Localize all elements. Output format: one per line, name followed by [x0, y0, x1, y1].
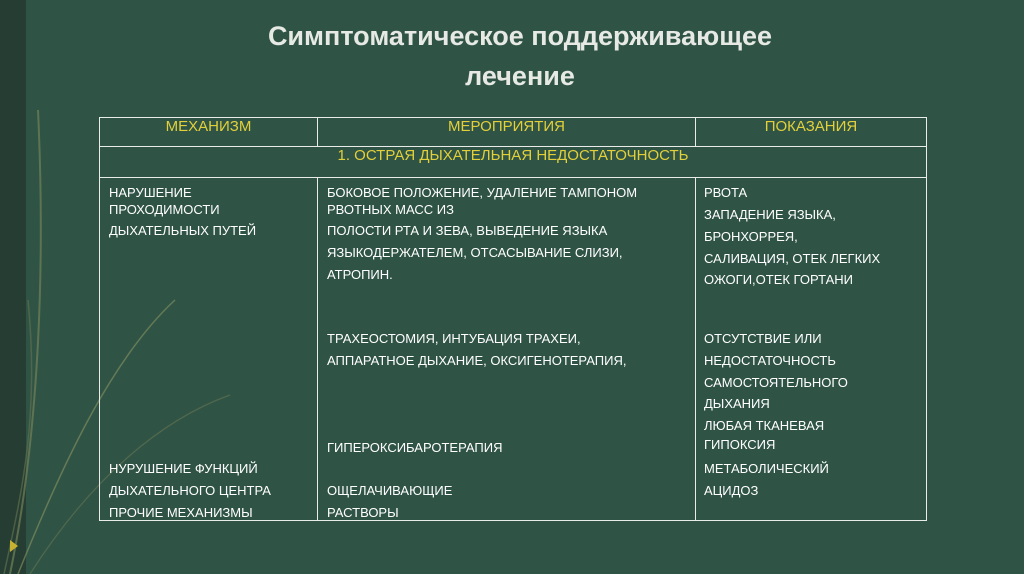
indications-line: САМОСТОЯТЕЛЬНОГО	[704, 375, 848, 390]
header-measures: МЕРОПРИЯТИЯ	[318, 118, 696, 147]
indications-line: АЦИДОЗ	[704, 483, 759, 498]
measures-line: АТРОПИН.	[327, 267, 393, 282]
indications-line: ГИПОКСИЯ	[704, 437, 776, 452]
section-title: 1. ОСТРАЯ ДЫХАТЕЛЬНАЯ НЕДОСТАТОЧНОСТЬ	[100, 147, 927, 178]
mechanism-line: НУРУШЕНИЕ ФУНКЦИЙ	[109, 461, 258, 476]
mechanism-line: ДЫХАТЕЛЬНОГО ЦЕНТРА	[109, 483, 271, 498]
measures-line: АППАРАТНОЕ ДЫХАНИЕ, ОКСИГЕНОТЕРАПИЯ,	[327, 353, 627, 368]
measures-line: БОКОВОЕ ПОЛОЖЕНИЕ, УДАЛЕНИЕ ТАМПОНОМ	[327, 185, 638, 200]
measures-line: ОЩЕЛАЧИВАЮЩИЕ	[327, 483, 453, 498]
measures-line: РАСТВОРЫ	[327, 505, 399, 520]
content-row	[100, 178, 927, 521]
indications-line: ОТСУТСТВИЕ ИЛИ	[704, 331, 822, 346]
treatment-table	[99, 117, 927, 521]
mechanism-line: ДЫХАТЕЛЬНЫХ ПУТЕЙ	[109, 223, 257, 238]
indications-line: ДЫХАНИЯ	[704, 396, 770, 411]
measures-line: ТРАХЕОСТОМИЯ, ИНТУБАЦИЯ ТРАХЕИ,	[327, 331, 581, 346]
indications-cell	[696, 178, 927, 521]
arrow-bullet-icon	[10, 540, 18, 552]
header-indications: ПОКАЗАНИЯ	[696, 118, 927, 147]
measures-line: ГИПЕРОКСИБАРОТЕРАПИЯ	[327, 440, 503, 455]
header-row	[100, 118, 927, 147]
title-line-2: лечение	[465, 61, 575, 91]
mechanism-line: ПРОХОДИМОСТИ	[109, 202, 220, 217]
title-line-1: Симптоматическое поддерживающее	[267, 21, 773, 51]
header-mechanism: МЕХАНИЗМ	[100, 118, 318, 147]
measures-line: ПОЛОСТИ РТА И ЗЕВА, ВЫВЕДЕНИЕ ЯЗЫКА	[327, 223, 608, 238]
indications-line: ЛЮБАЯ ТКАНЕВАЯ	[704, 418, 825, 433]
mechanism-line: ПРОЧИЕ МЕХАНИЗМЫ	[109, 505, 253, 520]
indications-line: ЗАПАДЕНИЕ ЯЗЫКА,	[704, 207, 836, 222]
mechanism-line: НАРУШЕНИЕ	[109, 185, 192, 200]
measures-cell	[318, 178, 696, 521]
indications-line: НЕДОСТАТОЧНОСТЬ	[704, 353, 836, 368]
indications-line: РВОТА	[704, 185, 748, 200]
measures-line: ЯЗЫКОДЕРЖАТЕЛЕМ, ОТСАСЫВАНИЕ СЛИЗИ,	[327, 245, 623, 260]
section-row	[100, 147, 927, 178]
indications-line: САЛИВАЦИЯ, ОТЕК ЛЕГКИХ	[704, 251, 881, 266]
slide-title	[180, 16, 860, 96]
measures-line: РВОТНЫХ МАСС ИЗ	[327, 202, 454, 217]
mechanism-cell	[100, 178, 318, 521]
indications-line: БРОНХОРРЕЯ,	[704, 229, 798, 244]
indications-line: ОЖОГИ,ОТЕК ГОРТАНИ	[704, 272, 853, 287]
indications-line: МЕТАБОЛИЧЕСКИЙ	[704, 461, 829, 476]
